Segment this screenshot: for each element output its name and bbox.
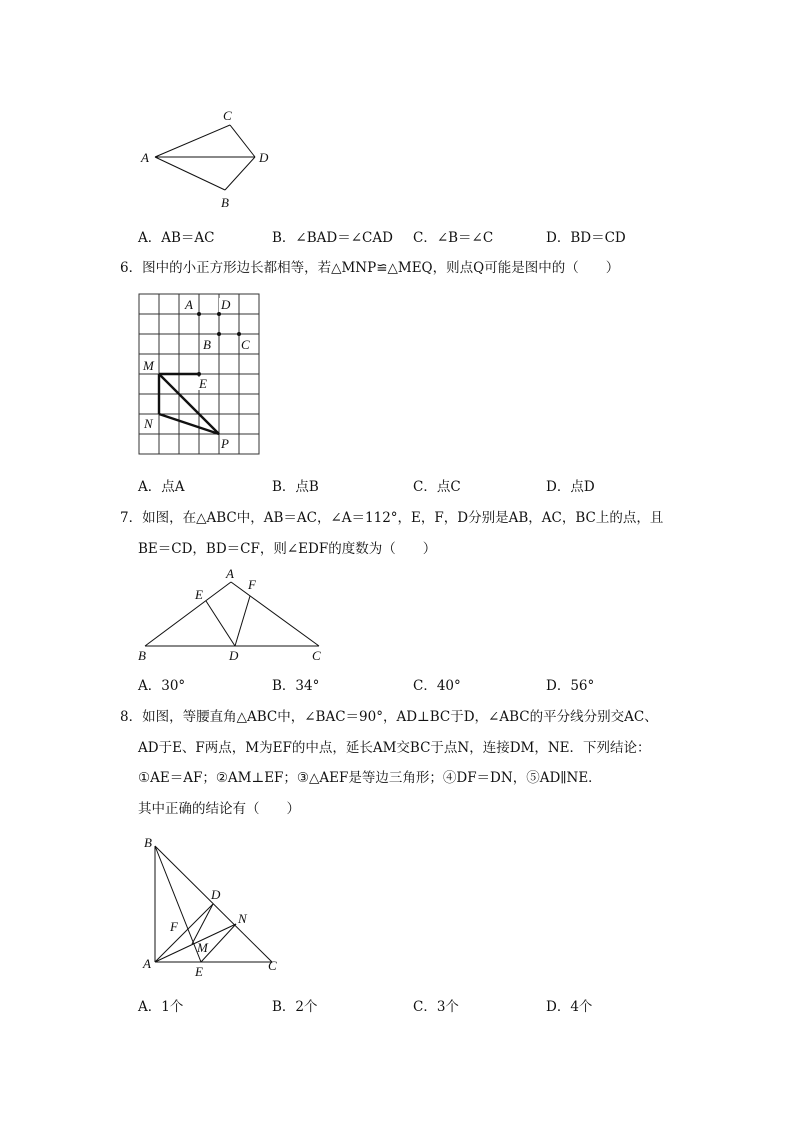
- q5-label-A: A: [141, 150, 149, 165]
- q5-option-d[interactable]: D．BD＝CD: [546, 230, 626, 246]
- q7-stem-line1: 7．如图，在△ABC中，AB＝AC，∠A＝112°，E，F，D分别是AB，AC，BC上的点，且: [120, 510, 664, 526]
- q8-stem-line3: ①AE＝AF；②AM⊥EF；③△AEF是等边三角形；④DF＝DN，⑤AD∥NE．: [138, 770, 602, 786]
- q6-option-c[interactable]: C．点C: [413, 479, 461, 495]
- q8-option-d[interactable]: D．4个: [546, 999, 593, 1015]
- q6-stem: 6．图中的小正方形边长都相等，若△MNP≌△MEQ，则点Q可能是图中的（ ）: [120, 260, 620, 276]
- q8-label-M: M: [197, 940, 208, 955]
- q8-option-b[interactable]: B．2个: [272, 999, 318, 1015]
- q5-figure: [135, 100, 285, 215]
- q8-label-D: D: [211, 887, 221, 902]
- q7-figure: [133, 565, 333, 665]
- q7-label-F: F: [248, 577, 256, 592]
- q7-label-D: D: [229, 648, 239, 663]
- q8-figure: [140, 832, 290, 982]
- q7-option-d[interactable]: D．56°: [546, 678, 595, 694]
- q7-option-a[interactable]: A．30°: [138, 678, 186, 694]
- q8-label-E: E: [195, 964, 203, 979]
- q5-option-b[interactable]: B．∠BAD＝∠CAD: [272, 230, 393, 246]
- q5-option-a[interactable]: A．AB＝AC: [138, 230, 215, 246]
- q8-label-F: F: [170, 919, 178, 934]
- q6-label-A: A: [185, 297, 193, 312]
- q8-label-A: A: [143, 956, 151, 971]
- q8-option-c[interactable]: C．3个: [413, 999, 459, 1015]
- q7-label-B: B: [138, 648, 146, 663]
- q6-label-N: N: [144, 416, 153, 431]
- q7-label-C: C: [312, 648, 321, 663]
- q8-stem-line1: 8．如图，等腰直角△ABC中，∠BAC＝90°，AD⊥BC于D，∠ABC的平分线分别交AC、: [120, 709, 658, 725]
- q6-label-C: C: [241, 337, 250, 352]
- q6-grid-figure: [135, 290, 265, 460]
- q6-label-B: B: [203, 337, 211, 352]
- q5-label-D: D: [259, 150, 269, 165]
- q8-label-C: C: [268, 958, 277, 973]
- q8-label-B: B: [144, 835, 152, 850]
- q5-option-c[interactable]: C．∠B＝∠C: [413, 230, 494, 246]
- q7-label-E: E: [195, 587, 203, 602]
- q7-label-A: A: [226, 566, 234, 581]
- q6-label-E: E: [199, 376, 207, 391]
- q6-option-d[interactable]: D．点D: [546, 479, 595, 495]
- q6-label-M: M: [143, 358, 154, 373]
- q7-stem-line2: BE＝CD，BD＝CF，则∠EDF的度数为（ ）: [138, 541, 437, 557]
- q6-option-b[interactable]: B．点B: [272, 479, 319, 495]
- q7-option-c[interactable]: C．40°: [413, 678, 461, 694]
- q8-stem-line2: AD于E、F两点，M为EF的中点，延长AM交BC于点N，连接DM，NE．下列结论：: [138, 740, 651, 756]
- q8-option-a[interactable]: A．1个: [138, 999, 184, 1015]
- q5-label-C: C: [223, 108, 232, 123]
- q5-label-B: B: [221, 195, 229, 210]
- q7-option-b[interactable]: B．34°: [272, 678, 320, 694]
- q8-label-N: N: [238, 911, 247, 926]
- q6-option-a[interactable]: A．点A: [138, 479, 185, 495]
- q6-label-P: P: [221, 436, 229, 451]
- q8-stem-line4: 其中正确的结论有（ ）: [138, 801, 300, 817]
- q6-label-D: D: [221, 297, 231, 312]
